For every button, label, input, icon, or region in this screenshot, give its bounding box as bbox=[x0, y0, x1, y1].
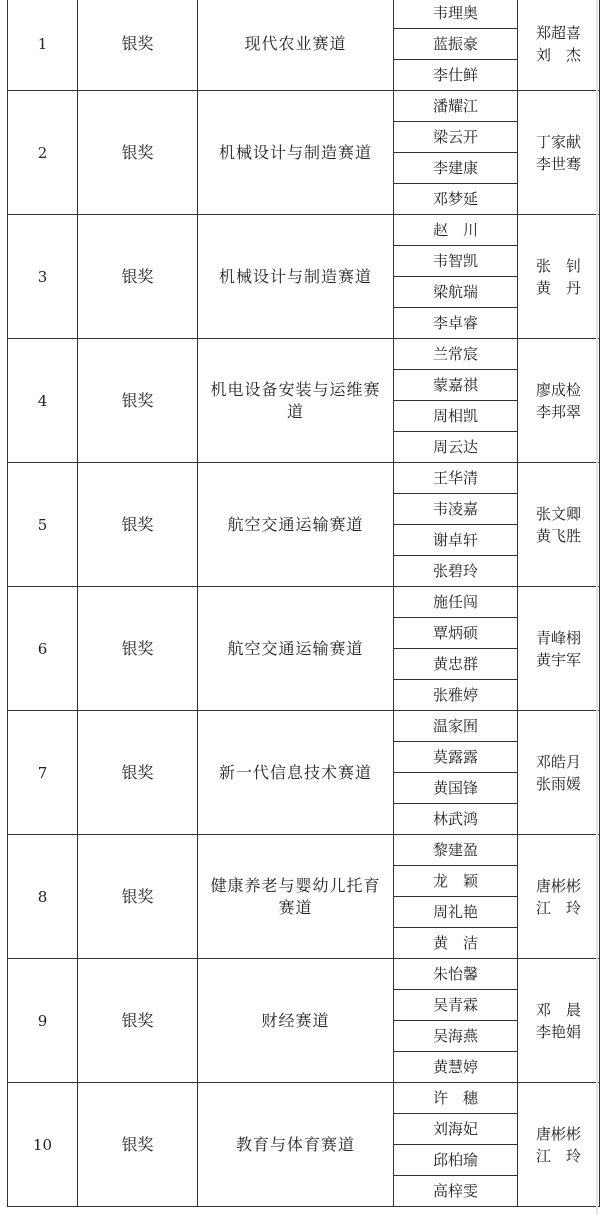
team-member: 黎建盈 bbox=[394, 835, 518, 866]
track-name: 机电设备安装与运维赛道 bbox=[198, 339, 394, 463]
advisors-cell bbox=[518, 959, 600, 1083]
row-number: 10 bbox=[8, 1083, 78, 1207]
award-level: 银奖 bbox=[78, 711, 198, 835]
award-level: 银奖 bbox=[78, 1083, 198, 1207]
team-member: 李卓睿 bbox=[394, 308, 518, 339]
team-member: 梁云开 bbox=[394, 122, 518, 153]
team-member: 李建康 bbox=[394, 153, 518, 184]
page-edge-line bbox=[596, 0, 598, 1215]
team-member: 刘海妃 bbox=[394, 1114, 518, 1145]
table-row bbox=[8, 1083, 600, 1114]
advisor-name: 张雨媛 bbox=[535, 774, 581, 793]
table-row bbox=[8, 91, 600, 122]
advisor-name: 张文卿 bbox=[535, 504, 581, 523]
award-level: 银奖 bbox=[78, 215, 198, 339]
table-row bbox=[8, 711, 600, 742]
table-row bbox=[8, 587, 600, 618]
team-member: 赵 川 bbox=[394, 215, 518, 246]
advisor-name: 江 玲 bbox=[535, 1146, 581, 1165]
row-number: 4 bbox=[8, 339, 78, 463]
team-member: 吴海燕 bbox=[394, 1021, 518, 1052]
advisor-name: 廖成检 bbox=[535, 380, 581, 399]
row-number: 2 bbox=[8, 91, 78, 215]
team-member: 李仕鲜 bbox=[394, 60, 518, 91]
advisor-name: 黄飞胜 bbox=[535, 526, 581, 545]
track-name: 健康养老与婴幼儿托育赛道 bbox=[198, 835, 394, 959]
team-member: 周相凯 bbox=[394, 401, 518, 432]
advisor-name: 丁家献 bbox=[535, 132, 581, 151]
award-level: 银奖 bbox=[78, 0, 198, 91]
table-row bbox=[8, 339, 600, 370]
award-level: 银奖 bbox=[78, 91, 198, 215]
advisor-name: 唐彬彬 bbox=[535, 876, 581, 895]
track-name: 财经赛道 bbox=[198, 959, 394, 1083]
track-name: 航空交通运输赛道 bbox=[198, 587, 394, 711]
advisors-cell bbox=[518, 463, 600, 587]
track-name: 教育与体育赛道 bbox=[198, 1083, 394, 1207]
advisor-name: 邓皓月 bbox=[535, 752, 581, 771]
team-member: 许 穗 bbox=[394, 1083, 518, 1114]
track-name: 航空交通运输赛道 bbox=[198, 463, 394, 587]
team-member: 兰常宸 bbox=[394, 339, 518, 370]
table-row bbox=[8, 215, 600, 246]
row-number: 7 bbox=[8, 711, 78, 835]
row-number: 9 bbox=[8, 959, 78, 1083]
advisor-name: 郑超喜 bbox=[535, 24, 581, 42]
advisors-cell bbox=[518, 711, 600, 835]
advisors-cell bbox=[518, 339, 600, 463]
advisors-cell bbox=[518, 835, 600, 959]
team-member: 龙 颖 bbox=[394, 866, 518, 897]
team-member: 张雅婷 bbox=[394, 680, 518, 711]
team-member: 施任闯 bbox=[394, 587, 518, 618]
team-member: 韦凌嘉 bbox=[394, 494, 518, 525]
advisors-cell bbox=[518, 91, 600, 215]
track-name: 现代农业赛道 bbox=[198, 0, 394, 91]
advisors-cell bbox=[518, 1083, 600, 1207]
team-member: 温家囿 bbox=[394, 711, 518, 742]
award-level: 银奖 bbox=[78, 339, 198, 463]
advisors-cell bbox=[518, 215, 600, 339]
row-number: 5 bbox=[8, 463, 78, 587]
advisor-name: 李邦翠 bbox=[535, 402, 581, 421]
award-level: 银奖 bbox=[78, 587, 198, 711]
team-member: 覃炳硕 bbox=[394, 618, 518, 649]
advisor-name: 张 钊 bbox=[535, 256, 581, 275]
advisor-name: 刘 杰 bbox=[535, 46, 581, 64]
team-member: 韦智凯 bbox=[394, 246, 518, 277]
table-body bbox=[8, 0, 600, 1207]
results-table-wrapper bbox=[7, 0, 600, 1207]
table-row bbox=[8, 959, 600, 990]
award-level: 银奖 bbox=[78, 835, 198, 959]
team-member: 梁航瑞 bbox=[394, 277, 518, 308]
track-name: 新一代信息技术赛道 bbox=[198, 711, 394, 835]
team-member: 谢卓轩 bbox=[394, 525, 518, 556]
advisor-name: 李艳娟 bbox=[535, 1022, 581, 1041]
team-member: 高梓雯 bbox=[394, 1176, 518, 1207]
award-level: 银奖 bbox=[78, 959, 198, 1083]
table-row bbox=[8, 0, 600, 29]
advisor-name: 唐彬彬 bbox=[535, 1124, 581, 1143]
track-name: 机械设计与制造赛道 bbox=[198, 91, 394, 215]
advisor-name: 李世骞 bbox=[535, 154, 581, 173]
team-member: 莫露露 bbox=[394, 742, 518, 773]
team-member: 潘耀江 bbox=[394, 91, 518, 122]
team-member: 黄忠群 bbox=[394, 649, 518, 680]
table-row bbox=[8, 463, 600, 494]
award-level: 银奖 bbox=[78, 463, 198, 587]
team-member: 王华清 bbox=[394, 463, 518, 494]
advisors-cell bbox=[518, 0, 600, 91]
team-member: 张碧玲 bbox=[394, 556, 518, 587]
row-number: 6 bbox=[8, 587, 78, 711]
advisor-name: 邓 晨 bbox=[535, 1000, 581, 1019]
team-member: 朱怡馨 bbox=[394, 959, 518, 990]
team-member: 蓝振豪 bbox=[394, 29, 518, 60]
team-member: 黄 洁 bbox=[394, 928, 518, 959]
team-member: 吴青霖 bbox=[394, 990, 518, 1021]
advisors-cell bbox=[518, 587, 600, 711]
track-name: 机械设计与制造赛道 bbox=[198, 215, 394, 339]
advisor-name: 青峰栩 bbox=[535, 628, 581, 647]
advisor-name: 黄 丹 bbox=[535, 278, 581, 297]
team-member: 韦理奥 bbox=[394, 0, 518, 29]
table-row bbox=[8, 835, 600, 866]
row-number: 3 bbox=[8, 215, 78, 339]
team-member: 林武鸿 bbox=[394, 804, 518, 835]
row-number: 1 bbox=[8, 0, 78, 91]
team-member: 邱柏瑜 bbox=[394, 1145, 518, 1176]
advisor-name: 黄宇军 bbox=[535, 650, 581, 669]
team-member: 黄慧婷 bbox=[394, 1052, 518, 1083]
row-number: 8 bbox=[8, 835, 78, 959]
team-member: 周云达 bbox=[394, 432, 518, 463]
award-results-table bbox=[7, 0, 600, 1207]
team-member: 黄国锋 bbox=[394, 773, 518, 804]
advisor-name: 江 玲 bbox=[535, 898, 581, 917]
team-member: 邓梦延 bbox=[394, 184, 518, 215]
team-member: 周礼艳 bbox=[394, 897, 518, 928]
team-member: 蒙嘉祺 bbox=[394, 370, 518, 401]
